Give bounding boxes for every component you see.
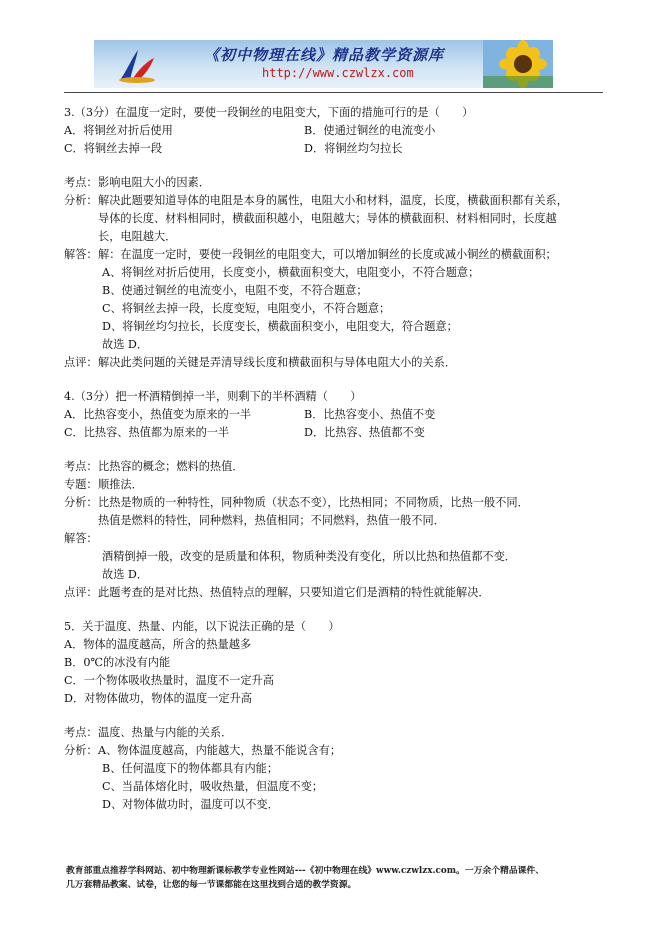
q5-kaodian — [64, 724, 604, 742]
q4-option-a: A．比热容变小，热值变为原来的一半 — [64, 408, 252, 421]
q3-dianping-text: 解决此类问题的关键是弄清导线长度和横截面积与导体电阻大小的关系． — [98, 356, 457, 369]
q3-jieda-line: A、将铜丝对折后使用，长度变小，横截面积变大，电阻变小，不符合题意； — [102, 266, 480, 279]
q3-jieda-line: B、使通过铜丝的电流变小，电阻不变，不符合题意； — [102, 284, 368, 297]
q4-dianping — [64, 584, 604, 602]
q4-jieda-label: 解答： — [64, 532, 98, 545]
sunflower-icon — [483, 40, 553, 88]
q5-kaodian-label: 考点： — [64, 726, 98, 739]
header-banner — [94, 40, 553, 88]
q5-fenxi-line: D、对物体做功时，温度可以不变． — [102, 798, 279, 811]
q4-jieda — [64, 530, 604, 548]
q3-fenxi-line: 解决此题要知道导体的电阻是本身的属性，电阻大小和材料，温度，长度，横截面积都有关系， — [98, 194, 568, 207]
q4-answer: 故选 D． — [102, 568, 149, 581]
q3-fenxi-line: 导体的长度、材料相同时，横截面积越小，电阻越大；导体的横截面积、材料相同时，长度越 — [98, 212, 557, 225]
q4-zhuanti-text: 顺推法． — [98, 478, 143, 491]
q4-stem: 4.（3分）把一杯酒精倒掉一半，则剩下的半杯酒精（ ） — [64, 390, 362, 403]
site-logo-icon — [116, 46, 158, 84]
q4-zhuanti-label: 专题： — [64, 478, 98, 491]
q5-option-b: B．0℃的冰没有内能 — [64, 656, 171, 669]
q3-option-d: D．将铜丝均匀拉长 — [304, 142, 403, 155]
q5-fenxi-line: C、当晶体熔化时，吸收热量，但温度不变； — [102, 780, 324, 793]
q4-option-c: C．比热容、热值都为原来的一半 — [64, 426, 230, 439]
q3-kaodian-text: 影响电阻大小的因素． — [98, 176, 210, 189]
q4-kaodian — [64, 458, 604, 476]
q3-kaodian-label: 考点： — [64, 176, 98, 189]
q3-jieda-line: C、将铜丝去掉一段，长度变短，电阻变小，不符合题意； — [102, 302, 391, 315]
q4-options-row-2 — [64, 424, 604, 442]
q3-dianping-label: 点评： — [64, 356, 98, 369]
q4-kaodian-label: 考点： — [64, 460, 98, 473]
q5-fenxi-line: B、任何温度下的物体都具有内能； — [102, 762, 279, 775]
q5-fenxi-label: 分析： — [64, 744, 98, 757]
q3-fenxi — [64, 192, 604, 210]
q5-option-a: A．物体的温度越高，所含的热量越多 — [64, 638, 252, 651]
q3-jieda-line: D、将铜丝均匀拉长，长度变长，横截面积变小，电阻变大，符合题意； — [102, 320, 458, 333]
q3-dianping — [64, 354, 604, 372]
q5-fenxi-line: A、物体温度越高，内能越大，热量不能说含有； — [98, 744, 342, 757]
q5-option-d: D．对物体做功，物体的温度一定升高 — [64, 692, 252, 705]
banner-url-link[interactable]: http://www.czwlzx.com — [262, 66, 414, 80]
q3-fenxi-line: 长，电阻越大． — [98, 230, 177, 243]
q5-stem: 5．关于温度、热量、内能，以下说法正确的是（ ） — [64, 620, 340, 633]
document-body — [64, 104, 604, 814]
q5-kaodian-text: 温度、热量与内能的关系． — [98, 726, 233, 739]
q3-jieda-line: 解：在温度一定时，要使一段铜丝的电阻变大，可以增加铜丝的长度或减小铜丝的横截面积； — [98, 248, 557, 261]
footer-line: 几万套精品教案、试卷，让您的每一节课都能在这里找到合适的教学资源。 — [66, 880, 357, 890]
q4-zhuanti — [64, 476, 604, 494]
q3-jieda — [64, 246, 604, 264]
q4-fenxi-label: 分析： — [64, 496, 98, 509]
q3-kaodian — [64, 174, 604, 192]
q4-options-row-1 — [64, 406, 604, 424]
header-divider — [64, 92, 603, 93]
page-footer — [66, 864, 606, 892]
q3-options-row-1 — [64, 122, 604, 140]
q3-option-a: A．将铜丝对折后使用 — [64, 124, 173, 137]
q4-option-b: B．比热容变小、热值不变 — [304, 408, 436, 421]
q4-jieda-line: 酒精倒掉一般，改变的是质量和体积，物质种类没有变化，所以比热和热值都不变． — [102, 550, 516, 563]
banner-title: 《初中物理在线》精品教学资源库 — [204, 46, 445, 64]
q4-fenxi-line: 比热是物质的一种特性，同种物质（状态不变），比热相同；不同物质，比热一般不同． — [98, 496, 529, 509]
q5-option-c: C．一个物体吸收热量时，温度不一定升高 — [64, 674, 274, 687]
q3-option-b: B．使通过铜丝的电流变小 — [304, 124, 436, 137]
q3-answer: 故选 D． — [102, 338, 149, 351]
q3-options-row-2 — [64, 140, 604, 158]
q4-dianping-label: 点评： — [64, 586, 98, 599]
q3-stem: 3.（3分）在温度一定时，要使一段铜丝的电阻变大，下面的措施可行的是（ ） — [64, 106, 474, 119]
q3-jieda-label: 解答： — [64, 248, 98, 261]
q3-option-c: C．将铜丝去掉一段 — [64, 142, 163, 155]
q4-dianping-text: 此题考查的是对比热、热值特点的理解，只要知道它们是酒精的特性就能解决． — [98, 586, 490, 599]
q4-fenxi — [64, 494, 604, 512]
footer-line: 教育部重点推荐学科网站、初中物理新课标教学专业性网站---《初中物理在线》www.czwlzx.com。一万余个精品课件、 — [66, 866, 545, 876]
q4-option-d: D．比热容、热值都不变 — [304, 426, 425, 439]
q4-fenxi-line: 热值是燃料的特性，同种燃料，热值相同；不同燃料，热值一般不同． — [98, 514, 445, 527]
q4-kaodian-text: 比热容的概念；燃料的热值． — [98, 460, 244, 473]
q3-fenxi-label: 分析： — [64, 194, 98, 207]
q5-fenxi — [64, 742, 604, 760]
